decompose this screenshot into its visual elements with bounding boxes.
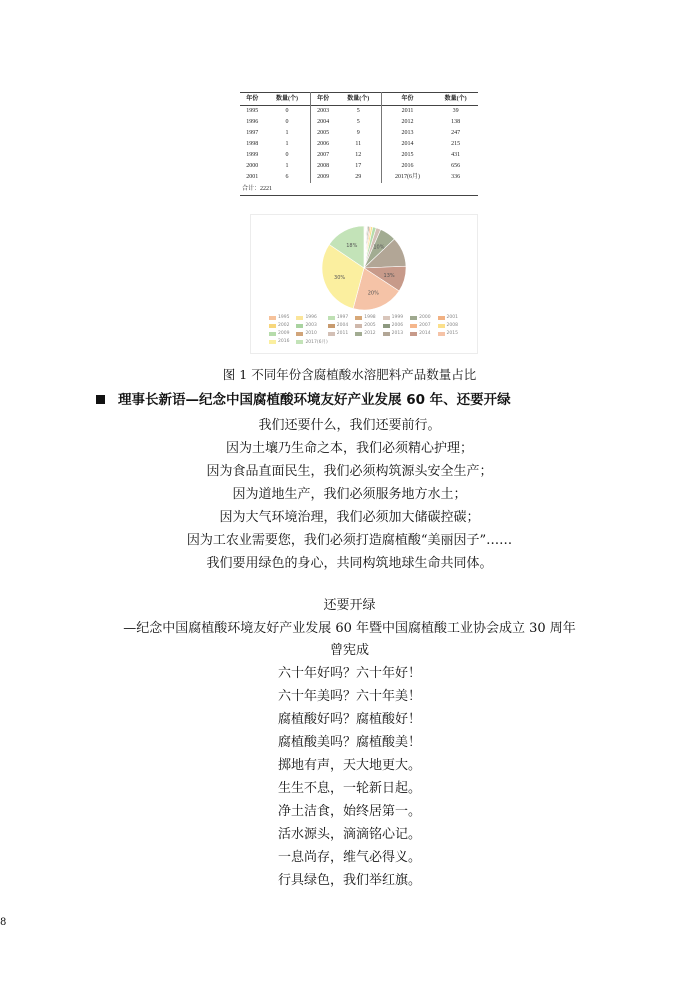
legend-item xyxy=(438,314,465,321)
table-cell: 2009 xyxy=(317,174,330,180)
table-header: 年份 xyxy=(401,96,414,102)
legend-label: 2010 xyxy=(305,331,317,336)
table-cell: 1998 xyxy=(246,141,259,147)
table-header: 数量(个) xyxy=(264,93,310,106)
table-cell: 431 xyxy=(451,152,461,158)
pie-data-label: 20% xyxy=(367,290,379,297)
table-header: 年份 xyxy=(246,96,259,102)
legend-label: 2016 xyxy=(278,339,290,344)
legend-label: 1995 xyxy=(278,315,290,320)
legend-item xyxy=(355,322,382,329)
table-cell: 9 xyxy=(336,128,382,139)
legend-label: 2008 xyxy=(446,323,458,328)
legend-label: 2007 xyxy=(419,323,431,328)
yearly-count-table xyxy=(240,92,478,196)
legend-item xyxy=(410,314,437,321)
poem-line: 生生不息，一轮新日起。 xyxy=(277,781,421,796)
legend-swatch xyxy=(355,324,362,328)
table-cell: 6 xyxy=(264,172,310,183)
legend-swatch xyxy=(296,332,303,336)
legend-label: 2004 xyxy=(336,323,349,328)
table-cell: 2000 xyxy=(246,163,259,169)
poem-line: 腐植酸美吗？腐植酸美！ xyxy=(277,735,421,750)
table-row xyxy=(240,139,478,150)
legend-item xyxy=(296,338,327,345)
legend-swatch xyxy=(383,316,390,320)
legend-label: 1999 xyxy=(391,315,404,320)
legend-item xyxy=(438,330,465,337)
legend-swatch xyxy=(410,324,417,328)
intro-line: 因为食品直面民生，我们必须构筑源头安全生产； xyxy=(206,464,493,479)
legend-item xyxy=(355,314,382,321)
legend-label: 2002 xyxy=(278,323,290,328)
legend-label: 2009 xyxy=(278,331,290,336)
table-cell: 2014 xyxy=(401,141,414,147)
table-cell: 2006 xyxy=(317,141,330,147)
legend-item xyxy=(296,314,327,321)
table-row xyxy=(240,117,478,128)
pie-data-label: 13% xyxy=(383,272,395,279)
legend-swatch xyxy=(269,324,276,328)
table-cell: 0 xyxy=(264,150,310,161)
legend-swatch xyxy=(296,316,303,320)
table-header: 数量(个) xyxy=(444,96,467,102)
legend-swatch xyxy=(269,316,276,320)
table-cell: 2016 xyxy=(401,163,414,169)
legend-label: 2000 xyxy=(419,315,431,320)
legend-swatch xyxy=(438,324,445,328)
table-row xyxy=(240,128,478,139)
legend-label: 2006 xyxy=(391,323,404,328)
poem-author: 曾宪成 xyxy=(329,643,369,658)
legend-swatch xyxy=(410,316,417,320)
intro-line: 因为大气环境治理，我们必须加大储碳控碳； xyxy=(219,510,480,525)
legend-item xyxy=(269,330,296,337)
poem-line: 六十年好吗？六十年好！ xyxy=(277,666,421,681)
table-total: 合计：2221 xyxy=(240,183,478,196)
table-cell: 1 xyxy=(264,161,310,172)
legend-item xyxy=(269,322,296,329)
table-cell: 39 xyxy=(452,108,459,114)
legend-item xyxy=(296,330,327,337)
pie-data-label: 10% xyxy=(373,244,385,251)
table-cell: 17 xyxy=(336,161,382,172)
legend-label: 2015 xyxy=(446,331,458,336)
table-cell: 2015 xyxy=(401,152,414,158)
table-cell: 1995 xyxy=(246,108,259,114)
legend-swatch xyxy=(269,340,276,344)
legend-swatch xyxy=(438,332,445,336)
poem-line: 行具绿色，我们举红旗。 xyxy=(277,873,421,888)
intro-line: 因为道地生产，我们必须服务地方水土； xyxy=(232,487,467,502)
table-cell: 2007 xyxy=(317,152,330,158)
legend-swatch xyxy=(383,324,390,328)
square-bullet-icon xyxy=(96,395,105,404)
table-cell: 2003 xyxy=(317,108,330,114)
table-header: 年份 xyxy=(317,96,330,102)
intro-line: 我们要用绿色的身心，共同构筑地球生命共同体。 xyxy=(206,556,493,571)
legend-swatch xyxy=(296,324,303,328)
legend-item xyxy=(328,330,355,337)
table-row xyxy=(240,161,478,172)
legend-label: 2014 xyxy=(419,331,431,336)
table-cell: 336 xyxy=(451,174,461,180)
legend-label: 2001 xyxy=(446,315,458,320)
legend-item xyxy=(383,322,410,329)
poem-line: 活水源头，滴滴铭心记。 xyxy=(277,827,421,842)
legend-item xyxy=(410,330,437,337)
table-cell: 5 xyxy=(336,106,382,118)
poem-line: 腐植酸好吗？腐植酸好！ xyxy=(277,712,421,727)
table-cell: 247 xyxy=(451,130,461,136)
legend-label: 2011 xyxy=(336,331,349,336)
poem-line: 六十年美吗？六十年美！ xyxy=(277,689,421,704)
legend-swatch xyxy=(328,316,335,320)
pie-data-label: 30% xyxy=(334,275,346,282)
legend-label: 2013 xyxy=(391,331,404,336)
table-cell: 2013 xyxy=(401,130,414,136)
legend-swatch xyxy=(296,340,303,344)
table-cell: 29 xyxy=(336,172,382,183)
table-header: 数量(个) xyxy=(336,93,382,106)
table-cell: 0 xyxy=(264,106,310,118)
legend-label: 2017(6月) xyxy=(305,339,328,345)
table-row xyxy=(240,150,478,161)
legend-item xyxy=(328,314,355,321)
intro-line: 因为工农业需要您，我们必须打造腐植酸“美丽因子”…… xyxy=(186,533,513,548)
legend-swatch xyxy=(383,332,390,336)
table-cell: 1997 xyxy=(246,130,259,136)
poem-title: 还要开绿 xyxy=(323,598,376,613)
legend-label: 1997 xyxy=(336,315,349,320)
table-cell: 12 xyxy=(336,150,382,161)
legend-label: 1998 xyxy=(364,315,376,320)
table-cell: 656 xyxy=(451,163,461,169)
intro-line: 我们还要什么，我们还要前行。 xyxy=(258,418,441,433)
table-cell: 215 xyxy=(451,141,461,147)
legend-swatch xyxy=(328,332,335,336)
legend-swatch xyxy=(328,324,335,328)
table-cell: 2001 xyxy=(246,174,259,180)
legend-item xyxy=(383,314,410,321)
legend-label: 1996 xyxy=(305,315,317,320)
table-cell: 1999 xyxy=(246,152,259,158)
section-heading-text: 理事长新语—纪念中国腐植酸环境友好产业发展 60 年、还要开绿 xyxy=(118,392,511,408)
table-cell: 1 xyxy=(264,128,310,139)
legend-swatch xyxy=(355,316,362,320)
legend-label: 2012 xyxy=(364,331,376,336)
table-cell: 2004 xyxy=(317,119,330,125)
poem-line: 净土洁食，始终居第一。 xyxy=(277,804,421,819)
legend-label: 2003 xyxy=(305,323,317,328)
page-number: 8 xyxy=(0,917,7,928)
table-cell: 2017(6月) xyxy=(395,174,421,180)
legend-item xyxy=(269,338,296,345)
chart-legend xyxy=(269,314,465,345)
legend-swatch xyxy=(269,332,276,336)
table-cell: 5 xyxy=(336,117,382,128)
legend-item xyxy=(328,322,355,329)
figure-caption: 图 1 不同年份含腐植酸水溶肥料产品数量占比 xyxy=(222,367,477,382)
legend-item xyxy=(410,322,437,329)
table-cell: 1 xyxy=(264,139,310,150)
legend-swatch xyxy=(438,316,445,320)
poem-line: 一息尚存，维气必得义。 xyxy=(277,850,421,865)
table-cell: 0 xyxy=(264,117,310,128)
table-cell: 138 xyxy=(451,119,461,125)
legend-swatch xyxy=(410,332,417,336)
legend-item xyxy=(269,314,296,321)
pie-chart-canvas xyxy=(251,215,477,315)
legend-label: 2005 xyxy=(364,323,376,328)
pie-data-label: 18% xyxy=(346,243,358,249)
table-row xyxy=(240,172,478,183)
pie-chart xyxy=(250,214,478,354)
table-cell: 2011 xyxy=(401,108,414,114)
table-cell: 2008 xyxy=(317,163,330,169)
poem-line: 掷地有声，天大地更大。 xyxy=(277,758,421,773)
table-cell: 2005 xyxy=(317,130,330,136)
intro-line: 因为土壤乃生命之本，我们必须精心护理； xyxy=(225,441,473,456)
table-header-row xyxy=(240,93,478,106)
table-row xyxy=(240,106,478,118)
poem-subtitle: —纪念中国腐植酸环境友好产业发展 60 年暨中国腐植酸工业协会成立 30 周年 xyxy=(123,621,576,636)
table-cell: 1996 xyxy=(246,119,259,125)
table-cell: 2012 xyxy=(401,119,414,125)
legend-swatch xyxy=(355,332,362,336)
legend-item xyxy=(438,322,465,329)
legend-item xyxy=(296,322,327,329)
legend-item xyxy=(355,330,382,337)
legend-item xyxy=(383,330,410,337)
section-heading xyxy=(96,388,511,408)
table-cell: 11 xyxy=(336,139,382,150)
